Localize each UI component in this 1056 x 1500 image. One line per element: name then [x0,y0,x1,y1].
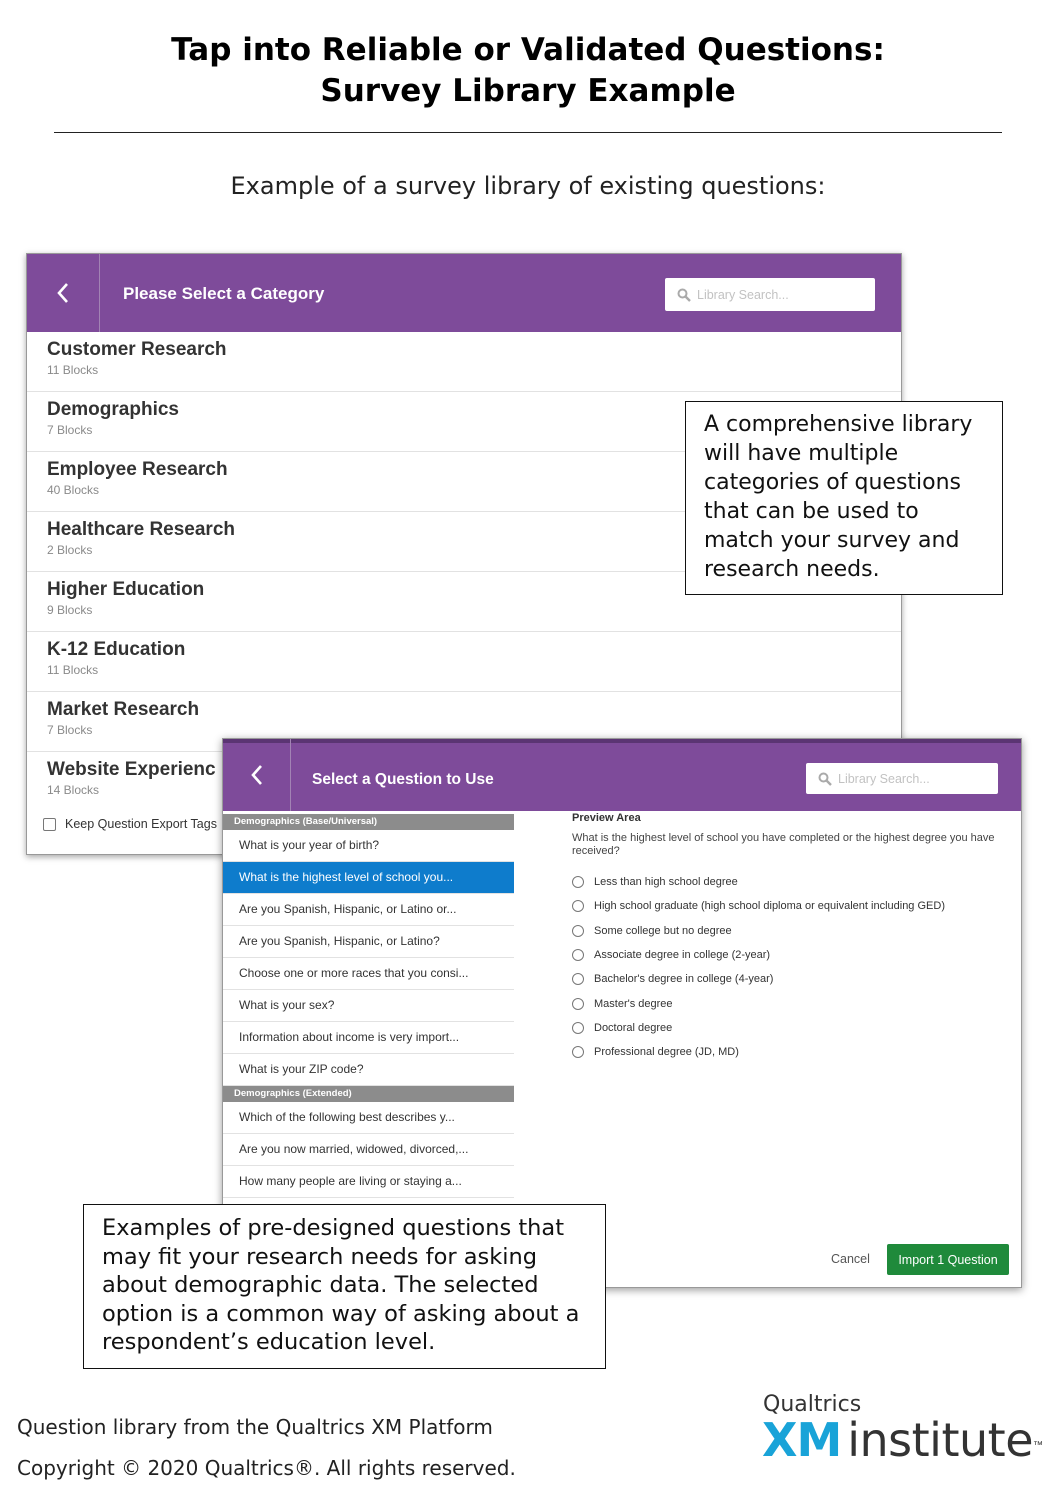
preview-title: Preview Area [572,812,641,824]
answer-option[interactable] [572,967,1012,991]
question-item[interactable]: What is your year of birth? [223,830,514,862]
answer-option[interactable] [572,870,1012,894]
question-item[interactable]: Which of the following best describes y... [223,1102,514,1134]
logo-xm-text: XM [762,1413,842,1467]
keep-export-tags-option[interactable] [43,817,217,831]
page-title-line-2: Survey Library Example [320,73,736,109]
question-item[interactable]: How many people are living or staying a... [223,1166,514,1198]
answer-option-label: Doctoral degree [594,1021,673,1034]
preview-question-text: What is the highest level of school you have completed or the highest degree you have received? [572,832,995,857]
question-list [223,814,514,1198]
question-item[interactable]: What is your sex? [223,990,514,1022]
library-callout: A comprehensive library will have multiple categories of questions that can be used to match your survey and research needs. [685,401,1003,595]
answer-option[interactable] [572,1040,1012,1064]
category-item[interactable] [27,332,901,392]
import-question-button[interactable]: Import 1 Question [887,1244,1009,1275]
radio-button[interactable] [572,973,584,985]
category-header-bar [27,254,901,332]
page-subtitle: Example of a survey library of existing questions: [230,172,826,200]
question-item[interactable]: Information about income is very import... [223,1022,514,1054]
category-count: 7 Blocks [47,423,93,437]
search-icon [818,772,832,786]
answer-option[interactable] [572,1016,1012,1040]
question-item[interactable]: Are you now married, widowed, divorced,... [223,1134,514,1166]
radio-button[interactable] [572,900,584,912]
category-name: Healthcare Research [47,519,235,540]
chevron-left-icon [56,282,70,304]
preview-area [572,812,1012,1064]
category-item[interactable] [27,632,901,692]
category-count: 11 Blocks [47,663,99,677]
question-item[interactable]: Choose one or more races that you consi... [223,958,514,990]
category-count: 9 Blocks [47,603,93,617]
logo-institute-text: institute [847,1413,1033,1467]
answer-option-label: High school graduate (high school diploma or equivalent including GED) [594,900,945,913]
search-placeholder: Library Search... [697,287,789,302]
cancel-button[interactable]: Cancel [831,1252,870,1266]
question-window-title: Select a Question to Use [312,771,494,788]
footer-source: Question library from the Qualtrics XM Platform [17,1415,493,1439]
answer-option[interactable] [572,919,1012,943]
category-name: Customer Research [47,339,227,360]
library-search-input[interactable] [665,278,875,311]
page-title [0,30,1056,112]
category-name: Market Research [47,699,200,720]
question-header-bar [223,739,1021,811]
category-name: Website Experienc [47,759,216,780]
answer-option-label: Master's degree [594,997,673,1010]
chevron-left-icon [250,764,264,786]
question-item[interactable]: What is your ZIP code? [223,1054,514,1086]
keep-export-tags-label: Keep Question Export Tags [65,817,217,831]
answer-option-label: Bachelor's degree in college (4-year) [594,973,774,986]
question-item[interactable]: Are you Spanish, Hispanic, or Latino? [223,926,514,958]
page-title-line-1: Tap into Reliable or Validated Questions: [171,32,885,68]
keep-export-tags-checkbox[interactable] [43,818,56,831]
search-placeholder: Library Search... [838,771,930,786]
answer-option[interactable] [572,894,1012,918]
xm-institute-logo [762,1412,1043,1480]
category-name: K-12 Education [47,639,186,660]
category-count: 14 Blocks [47,783,100,797]
title-divider [54,132,1002,133]
question-group-header: Demographics (Extended) [223,1086,514,1102]
category-name: Higher Education [47,579,205,600]
category-window-title: Please Select a Category [123,284,325,303]
question-group-header: Demographics (Base/Universal) [223,814,514,830]
library-search-input[interactable] [806,763,998,794]
logo-trademark: ™ [1033,1440,1043,1451]
category-count: 7 Blocks [47,723,93,737]
radio-button[interactable] [572,925,584,937]
category-name: Employee Research [47,459,228,480]
radio-button[interactable] [572,998,584,1010]
question-item-selected[interactable]: What is the highest level of school you... [223,862,514,894]
category-count: 40 Blocks [47,483,100,497]
back-button[interactable] [223,739,291,811]
answer-option-label: Some college but no degree [594,924,732,937]
radio-button[interactable] [572,1022,584,1034]
category-name: Demographics [47,399,179,420]
radio-button[interactable] [572,876,584,888]
answer-option[interactable] [572,991,1012,1015]
category-count: 2 Blocks [47,543,93,557]
logo-qualtrics-text: Qualtrics [763,1392,862,1417]
footer-copyright: Copyright © 2020 Qualtrics®. All rights reserved. [17,1456,516,1480]
radio-button[interactable] [572,1046,584,1058]
back-button[interactable] [27,254,100,332]
answer-option-label: Associate degree in college (2-year) [594,949,771,962]
answer-option-label: Professional degree (JD, MD) [594,1046,739,1059]
underlying-toolbar-strip [223,739,1021,743]
radio-button[interactable] [572,949,584,961]
question-item[interactable]: Are you Spanish, Hispanic, or Latino or... [223,894,514,926]
answer-option[interactable] [572,943,1012,967]
category-count: 11 Blocks [47,363,99,377]
examples-callout: Examples of pre-designed questions that may fit your research needs for asking about demographic data. The selected option is a common way of asking about a respondent’s education level. [83,1204,606,1369]
answer-option-label: Less than high school degree [594,876,738,889]
search-icon [677,288,691,302]
